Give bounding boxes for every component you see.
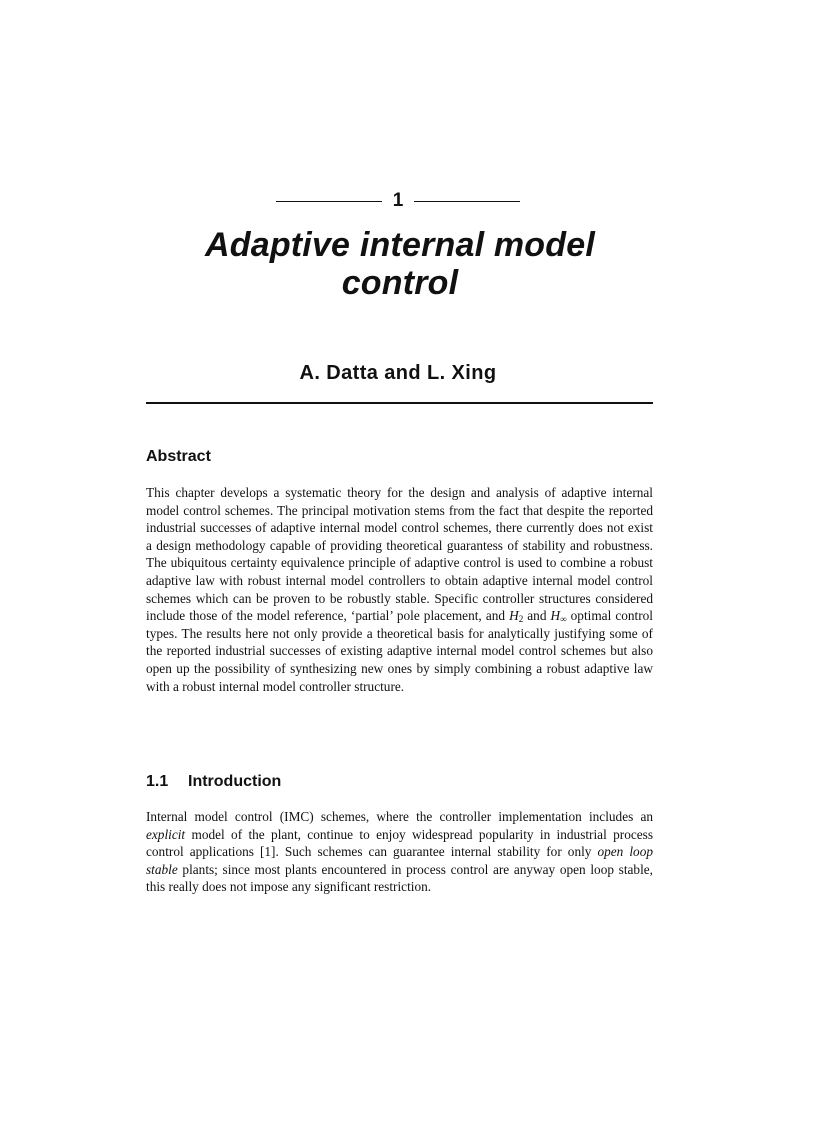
abstract-heading: Abstract (146, 448, 211, 465)
h2-subscript: 2 (518, 614, 524, 625)
intro-text-part-1: Internal model control (IMC) schemes, where the controller implementation includes an (146, 809, 653, 824)
chapter-rule-left (276, 201, 382, 202)
chapter-number-row (0, 186, 816, 216)
introduction-heading (146, 772, 281, 792)
chapter-rule-right (414, 201, 520, 202)
intro-emphasis-open-loop-stable: open loop stable (146, 844, 653, 877)
intro-text-part-2: model of the plant, continue to enjoy widespread popularity in industrial process control applications [1]. Such schemes can guarantee internal stability for only (146, 826, 653, 860)
hinf-symbol (551, 608, 567, 623)
abstract-text-part-2: optimal control types. The results here not only provide a theoretical basis for analytically justifying some of the reported industrial successes of existing adaptive internal model control schemes but also open up the possibility of synthesizing new ones by simply combining a robust adaptive law with a robust internal model controller structure. (146, 608, 654, 694)
intro-text-part-3: plants; since most plants encountered in process control are anyway open loop stable, this really does not impose any significant restriction. (146, 861, 653, 895)
chapter-title-line-2: control (341, 264, 459, 302)
introduction-text (146, 808, 653, 896)
authors: A. Datta and L. Xing (299, 362, 497, 384)
hinf-subscript: ∞ (560, 614, 567, 625)
h2-letter: H (509, 608, 519, 624)
abstract-text (146, 484, 653, 695)
intro-emphasis-explicit: explicit (146, 826, 186, 842)
chapter-title-line-1: Adaptive internal model (204, 226, 595, 264)
and-word: and (523, 608, 551, 624)
h2-symbol (509, 608, 523, 623)
header-rule (146, 402, 653, 404)
abstract-text-part-1: This chapter develops a systematic theory for the design and analysis of adaptive internal model control schemes. The principal motivation stems from the fact that despite the reported industrial successes of adaptive internal model control schemes, there currently does not exist a design methodology capable of providing theoretical guarantess of stability and robustness. The ubiquitous certainty equivalence principle of adaptive control is used to combine a robust adaptive law with robust internal model controllers to obtain adaptive internal model control schemes which can be proven to be robustly stable. Specific controller structures considered include those of the model reference, ‘partial’ pole placement, and (146, 485, 653, 624)
section-title: Introduction (188, 773, 282, 790)
hinf-letter: H (550, 608, 561, 624)
section-number: 1.1 (146, 773, 169, 790)
chapter-number: 1 (392, 190, 404, 211)
chapter-title (120, 226, 680, 302)
